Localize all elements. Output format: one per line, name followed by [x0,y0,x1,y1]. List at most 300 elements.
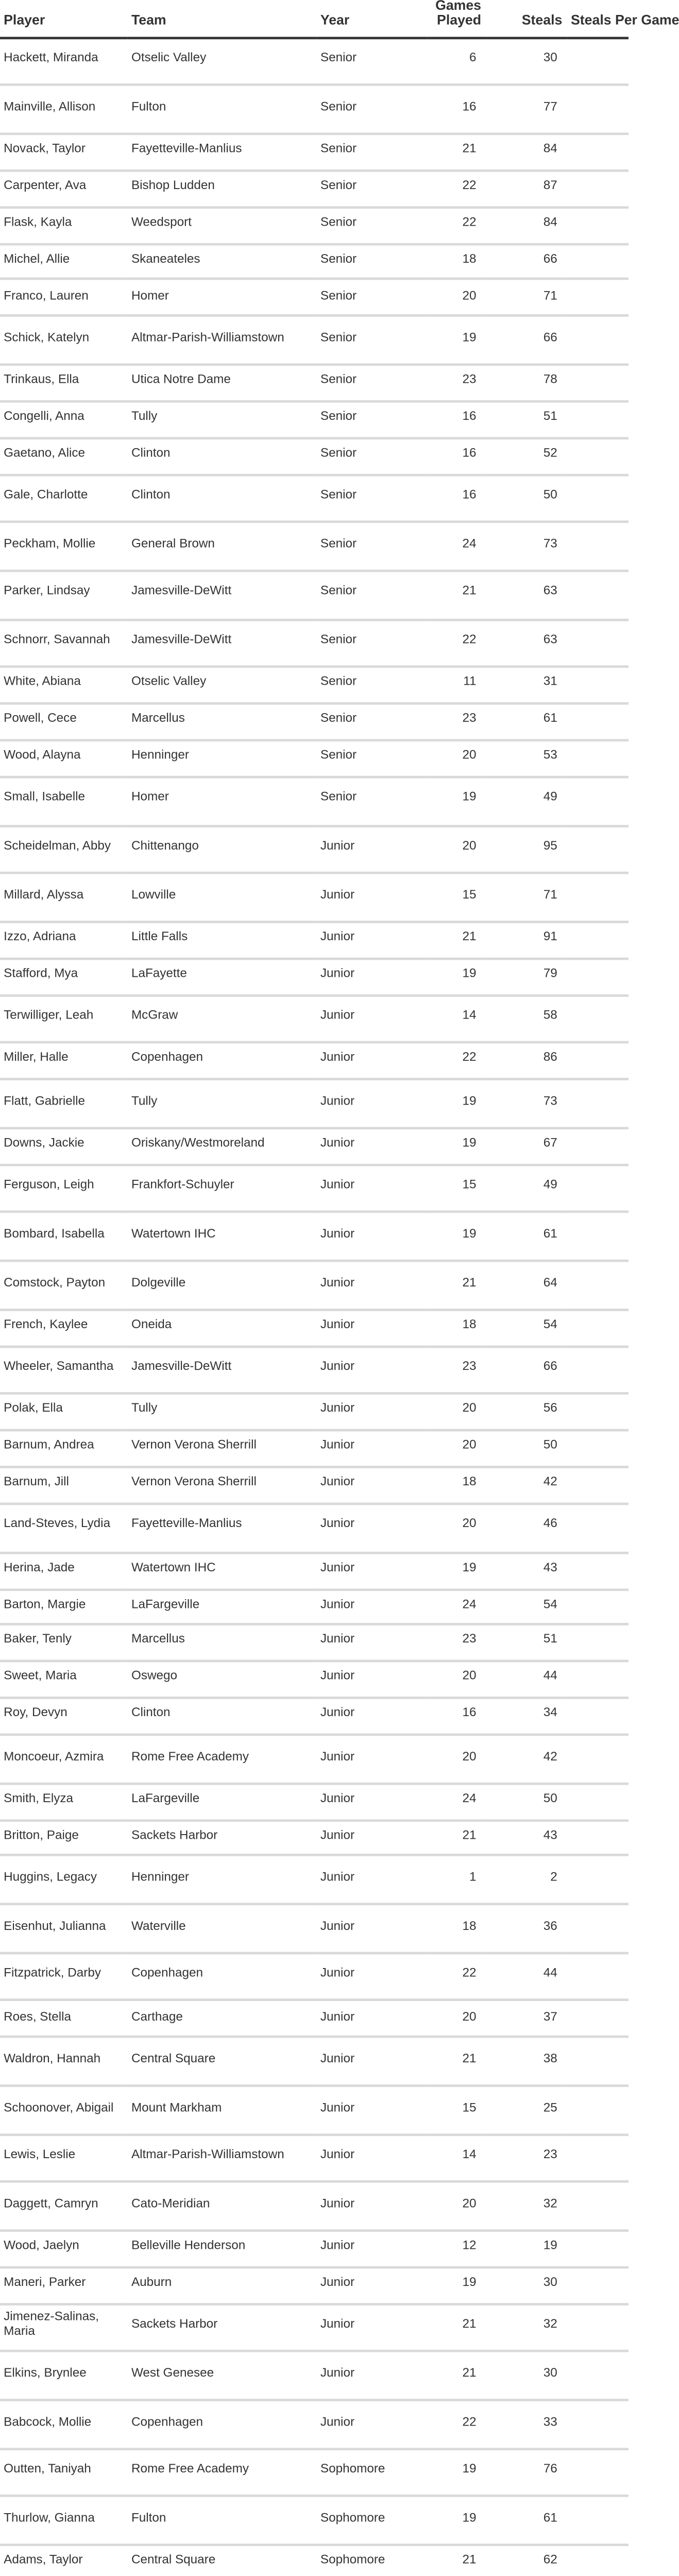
games-played-cell: 19 [427,1080,486,1128]
team-cell: Homer [128,777,317,825]
player-cell: Scheidelman, Abby [0,825,128,874]
year-cell: Sophomore [317,2545,427,2576]
player-cell: Britton, Paige [0,1820,128,1856]
steals-per-game-cell [567,1552,629,1589]
player-cell: Michel, Allie [0,243,128,280]
games-played-cell: 23 [427,704,486,740]
year-cell: Junior [317,1310,427,1346]
steals-cell: 30 [486,2352,567,2400]
table-row [0,777,629,825]
steals-cell: 38 [486,2038,567,2086]
steals-cell: 46 [486,1504,567,1552]
steals-per-game-cell [567,37,629,86]
year-cell: Junior [317,2134,427,2182]
team-cell: Chittenango [128,825,317,874]
year-cell: Junior [317,2231,427,2267]
table-row [0,474,629,522]
steals-per-game-cell [567,571,629,619]
games-played-cell: 23 [427,1346,486,1394]
team-cell: Rome Free Academy [128,2449,317,2497]
team-cell: Copenhagen [128,1043,317,1080]
player-cell: Wood, Alayna [0,740,128,777]
steals-per-game-cell [567,995,629,1043]
player-cell: Flatt, Gabrielle [0,1080,128,1128]
table-row [0,667,629,704]
year-cell: Junior [317,922,427,958]
games-played-cell: 22 [427,2400,486,2449]
games-played-cell: 19 [427,777,486,825]
steals-cell: 30 [486,37,567,86]
player-cell: Hackett, Miranda [0,37,128,86]
table-row [0,1552,629,1589]
team-cell: Oswego [128,1662,317,1698]
team-cell: Clinton [128,1698,317,1735]
games-played-cell: 22 [427,170,486,207]
player-cell: Bombard, Isabella [0,1213,128,1261]
steals-per-game-cell [567,1080,629,1128]
games-played-cell: 14 [427,995,486,1043]
games-played-cell: 20 [427,2001,486,2038]
steals-cell: 73 [486,1080,567,1128]
team-cell: Henninger [128,740,317,777]
steals-cell: 91 [486,922,567,958]
steals-per-game-cell [567,667,629,704]
games-played-cell: 23 [427,1625,486,1662]
steals-per-game-cell [567,2134,629,2182]
steals-per-game-cell [567,2086,629,2134]
player-cell: Millard, Alyssa [0,874,128,922]
steals-cell: 66 [486,243,567,280]
table-row [0,1589,629,1625]
steals-cell: 23 [486,2134,567,2182]
table-row [0,995,629,1043]
table-row [0,958,629,995]
player-cell: Eisenhut, Julianna [0,1904,128,1953]
table-row [0,522,629,571]
table-row [0,207,629,243]
steals-per-game-cell [567,1662,629,1698]
games-played-cell: 15 [427,874,486,922]
player-cell: Gale, Charlotte [0,474,128,522]
games-played-cell: 18 [427,1904,486,1953]
player-cell: Small, Isabelle [0,777,128,825]
year-cell: Junior [317,1625,427,1662]
steals-cell: 33 [486,2400,567,2449]
steals-per-game-cell [567,280,629,316]
team-cell: Carthage [128,2001,317,2038]
team-cell: Homer [128,280,317,316]
games-played-cell: 19 [427,1552,486,1589]
team-cell: Watertown IHC [128,1552,317,1589]
table-row [0,874,629,922]
steals-per-game-cell [567,777,629,825]
steals-per-game-cell [567,1589,629,1625]
steals-cell: 64 [486,1261,567,1310]
games-played-cell: 18 [427,1310,486,1346]
steals-per-game-cell [567,2231,629,2267]
year-cell: Junior [317,1467,427,1504]
steals-cell: 31 [486,667,567,704]
team-cell: Utica Notre Dame [128,365,317,401]
year-cell: Junior [317,2001,427,2038]
table-row [0,2134,629,2182]
steals-cell: 49 [486,1164,567,1213]
games-played-cell: 20 [427,740,486,777]
games-played-cell: 21 [427,571,486,619]
games-played-cell: 11 [427,667,486,704]
team-cell: LaFargeville [128,1783,317,1820]
steals-per-game-cell [567,2400,629,2449]
table-row [0,1953,629,2001]
year-cell: Senior [317,37,427,86]
player-cell: Babcock, Mollie [0,2400,128,2449]
table-row [0,2352,629,2400]
column-header-games-played[interactable]: Games Played [427,0,486,37]
player-cell: Fitzpatrick, Darby [0,1953,128,2001]
team-cell: Jamesville-DeWitt [128,619,317,668]
player-cell: Izzo, Adriana [0,922,128,958]
steals-per-game-cell [567,619,629,668]
steals-per-game-cell [567,207,629,243]
table-row [0,619,629,668]
table-row [0,704,629,740]
year-cell: Junior [317,2086,427,2134]
team-cell: Marcellus [128,1625,317,1662]
steals-per-game-cell [567,740,629,777]
steals-per-game-cell [567,922,629,958]
team-cell: Altmar-Parish-Williamstown [128,2134,317,2182]
table-row [0,1346,629,1394]
steals-cell: 77 [486,86,567,134]
table-row [0,2231,629,2267]
games-played-cell: 21 [427,1820,486,1856]
player-cell: Schick, Katelyn [0,316,128,365]
team-cell: Copenhagen [128,2400,317,2449]
steals-cell: 61 [486,704,567,740]
player-cell: Downs, Jackie [0,1128,128,1164]
steals-per-game-cell [567,1213,629,1261]
year-cell: Junior [317,2303,427,2352]
player-cell: Stafford, Mya [0,958,128,995]
steals-per-game-cell [567,1394,629,1431]
games-played-cell: 16 [427,401,486,438]
steals-cell: 51 [486,401,567,438]
team-cell: Vernon Verona Sherrill [128,1431,317,1467]
year-cell: Junior [317,1346,427,1394]
steals-per-game-cell [567,1904,629,1953]
table-row [0,401,629,438]
steals-per-game-cell [567,1783,629,1820]
steals-per-game-cell [567,1467,629,1504]
year-cell: Junior [317,1904,427,1953]
games-played-cell: 21 [427,922,486,958]
player-cell: Miller, Halle [0,1043,128,1080]
table-row [0,1856,629,1905]
steals-cell: 76 [486,2449,567,2497]
team-cell: Marcellus [128,704,317,740]
steals-per-game-cell [567,86,629,134]
steals-cell: 50 [486,1431,567,1467]
player-cell: Wood, Jaelyn [0,2231,128,2267]
team-cell: Copenhagen [128,1953,317,2001]
steals-cell: 49 [486,777,567,825]
column-header-steals[interactable]: Steals [486,0,567,37]
steals-cell: 36 [486,1904,567,1953]
player-cell: Franco, Lauren [0,280,128,316]
games-played-cell: 19 [427,958,486,995]
steals-cell: 86 [486,1043,567,1080]
player-cell: Land-Steves, Lydia [0,1504,128,1552]
steals-per-game-cell [567,1856,629,1905]
column-header-team[interactable]: Team [128,0,317,37]
team-cell: Tully [128,1080,317,1128]
year-cell: Junior [317,1431,427,1467]
steals-cell: 56 [486,1394,567,1431]
team-cell: Vernon Verona Sherrill [128,1467,317,1504]
steals-per-game-cell [567,522,629,571]
year-cell: Junior [317,1662,427,1698]
steals-per-game-cell [567,704,629,740]
table-row [0,280,629,316]
team-cell: Clinton [128,437,317,474]
games-played-cell: 19 [427,2497,486,2545]
player-cell: Daggett, Camryn [0,2182,128,2231]
team-cell: Watertown IHC [128,1213,317,1261]
table-row [0,1164,629,1213]
steals-cell: 2 [486,1856,567,1905]
team-cell: Fulton [128,2497,317,2545]
steals-cell: 44 [486,1953,567,2001]
player-cell: Sweet, Maria [0,1662,128,1698]
team-cell: Waterville [128,1904,317,1953]
steals-cell: 84 [486,207,567,243]
team-cell: Lowville [128,874,317,922]
year-cell: Junior [317,995,427,1043]
steals-cell: 32 [486,2182,567,2231]
table-row [0,1213,629,1261]
year-cell: Junior [317,1504,427,1552]
games-played-cell: 20 [427,1394,486,1431]
year-cell: Junior [317,1552,427,1589]
year-cell: Senior [317,401,427,438]
games-played-cell: 16 [427,86,486,134]
team-cell: Clinton [128,474,317,522]
steals-per-game-cell [567,437,629,474]
steals-cell: 61 [486,1213,567,1261]
year-cell: Senior [317,667,427,704]
team-cell: Frankfort-Schuyler [128,1164,317,1213]
team-cell: Fayetteville-Manlius [128,134,317,171]
table-row [0,86,629,134]
year-cell: Junior [317,1953,427,2001]
steals-cell: 30 [486,2267,567,2304]
player-cell: Peckham, Mollie [0,522,128,571]
steals-cell: 71 [486,874,567,922]
games-played-cell: 20 [427,1504,486,1552]
player-cell: Huggins, Legacy [0,1856,128,1905]
table-row [0,2038,629,2086]
team-cell: Skaneateles [128,243,317,280]
table-row [0,316,629,365]
steals-cell: 50 [486,1783,567,1820]
games-played-cell: 21 [427,2352,486,2400]
steals-cell: 62 [486,2545,567,2576]
year-cell: Senior [317,740,427,777]
games-played-cell: 22 [427,1953,486,2001]
table-row [0,2182,629,2231]
games-played-cell: 19 [427,2449,486,2497]
table-row [0,825,629,874]
steals-cell: 53 [486,740,567,777]
player-cell: Terwilliger, Leah [0,995,128,1043]
table-row [0,1904,629,1953]
games-played-cell: 19 [427,316,486,365]
steals-cell: 34 [486,1698,567,1735]
year-cell: Senior [317,243,427,280]
team-cell: Jamesville-DeWitt [128,571,317,619]
year-cell: Junior [317,2182,427,2231]
table-row [0,1662,629,1698]
table-row [0,1310,629,1346]
table-row [0,1625,629,1662]
team-cell: Tully [128,401,317,438]
year-cell: Junior [317,1164,427,1213]
steals-per-game-cell [567,874,629,922]
table-row [0,922,629,958]
games-played-cell: 21 [427,134,486,171]
team-cell: Jamesville-DeWitt [128,1346,317,1394]
year-cell: Senior [317,134,427,171]
player-cell: Mainville, Allison [0,86,128,134]
year-cell: Junior [317,2400,427,2449]
year-cell: Senior [317,571,427,619]
year-cell: Senior [317,437,427,474]
steals-per-game-cell [567,958,629,995]
year-cell: Senior [317,365,427,401]
games-played-cell: 19 [427,2267,486,2304]
column-header-player[interactable]: Player [0,0,128,37]
player-cell: Adams, Taylor [0,2545,128,2576]
player-cell: Roes, Stella [0,2001,128,2038]
year-cell: Junior [317,1080,427,1128]
steals-cell: 43 [486,1820,567,1856]
steals-cell: 32 [486,2303,567,2352]
table-row [0,1043,629,1080]
table-row [0,1394,629,1431]
steals-cell: 52 [486,437,567,474]
team-cell: Sackets Harbor [128,1820,317,1856]
table-row [0,437,629,474]
player-cell: Roy, Devyn [0,1698,128,1735]
steals-cell: 63 [486,571,567,619]
games-played-cell: 20 [427,2182,486,2231]
player-cell: Barnum, Jill [0,1467,128,1504]
player-cell: Herina, Jade [0,1552,128,1589]
team-cell: LaFayette [128,958,317,995]
player-cell: Parker, Lindsay [0,571,128,619]
table-row [0,2497,629,2545]
player-cell: Wheeler, Samantha [0,1346,128,1394]
table-row [0,243,629,280]
column-header-year[interactable]: Year [317,0,427,37]
year-cell: Senior [317,777,427,825]
table-row [0,1431,629,1467]
steals-cell: 44 [486,1662,567,1698]
table-row [0,1820,629,1856]
player-cell: Barton, Margie [0,1589,128,1625]
year-cell: Senior [317,170,427,207]
year-cell: Junior [317,1261,427,1310]
steals-cell: 95 [486,825,567,874]
steals-cell: 58 [486,995,567,1043]
header-row [0,0,629,37]
games-played-cell: 19 [427,1128,486,1164]
team-cell: Sackets Harbor [128,2303,317,2352]
games-played-cell: 22 [427,1043,486,1080]
table-row [0,571,629,619]
games-played-cell: 19 [427,1213,486,1261]
team-cell: Central Square [128,2545,317,2576]
year-cell: Junior [317,2267,427,2304]
steals-cell: 43 [486,1552,567,1589]
team-cell: Fayetteville-Manlius [128,1504,317,1552]
games-played-cell: 21 [427,2038,486,2086]
steals-per-game-cell [567,1261,629,1310]
games-played-cell: 20 [427,1735,486,1783]
steals-per-game-cell [567,1625,629,1662]
team-cell: Auburn [128,2267,317,2304]
year-cell: Junior [317,1856,427,1905]
steals-per-game-cell [567,474,629,522]
table-row [0,37,629,86]
player-cell: Thurlow, Gianna [0,2497,128,2545]
player-cell: Comstock, Payton [0,1261,128,1310]
team-cell: Rome Free Academy [128,1735,317,1783]
steals-cell: 66 [486,316,567,365]
steals-per-game-cell [567,1735,629,1783]
year-cell: Junior [317,2352,427,2400]
steals-cell: 37 [486,2001,567,2038]
steals-cell: 63 [486,619,567,668]
games-played-cell: 18 [427,243,486,280]
games-played-cell: 20 [427,280,486,316]
table-row [0,1504,629,1552]
player-cell: Baker, Tenly [0,1625,128,1662]
team-cell: McGraw [128,995,317,1043]
table-row [0,1261,629,1310]
team-cell: Mount Markham [128,2086,317,2134]
steals-cell: 71 [486,280,567,316]
team-cell: Oneida [128,1310,317,1346]
table-row [0,1698,629,1735]
player-cell: Congelli, Anna [0,401,128,438]
team-cell: Bishop Ludden [128,170,317,207]
steals-per-game-cell [567,1820,629,1856]
player-cell: Flask, Kayla [0,207,128,243]
table-row [0,2086,629,2134]
team-cell: Little Falls [128,922,317,958]
column-header-steals-per-game[interactable]: Steals Per Game [567,0,629,37]
steals-cell: 79 [486,958,567,995]
player-cell: Trinkaus, Ella [0,365,128,401]
games-played-cell: 14 [427,2134,486,2182]
player-cell: Moncoeur, Azmira [0,1735,128,1783]
player-cell: Elkins, Brynlee [0,2352,128,2400]
steals-cell: 42 [486,1467,567,1504]
year-cell: Senior [317,207,427,243]
team-cell: Altmar-Parish-Williamstown [128,316,317,365]
team-cell: Oriskany/Westmoreland [128,1128,317,1164]
